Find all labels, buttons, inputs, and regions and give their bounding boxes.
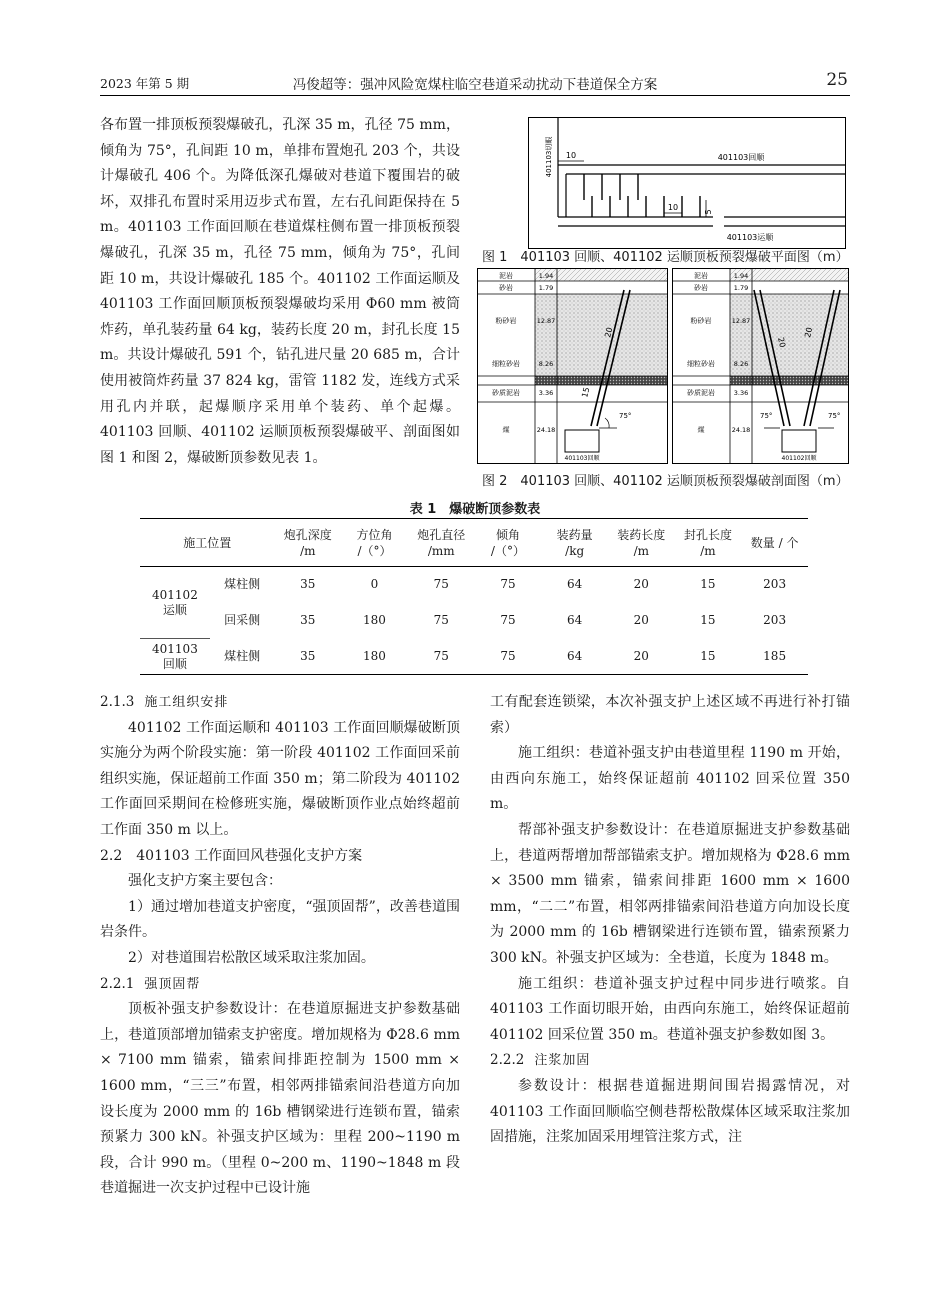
fig2-angle-label: 75° (619, 412, 632, 420)
header-rule (100, 95, 850, 96)
fig2-stratum-thick: 3.36 (733, 389, 749, 397)
fig2-stratum-name: 泥岩 (694, 272, 708, 280)
fig2-left-road-label: 401103回顺 (564, 455, 600, 462)
figure-2-caption: 图 2 401103 回顺、401102 运顺顶板预裂爆破剖面图（m） (482, 474, 849, 489)
fig1-dim-a: 10 (565, 151, 577, 160)
upper-left-column (100, 113, 460, 471)
page-number: 25 (826, 70, 848, 90)
table-cell: 75 (500, 577, 516, 592)
fig2-stratum-thick: 1.79 (733, 284, 749, 292)
table-header: 施工位置 (140, 519, 274, 567)
fig2-stratum-name: 砂岩 (499, 284, 513, 292)
table-cell: 0 (370, 577, 379, 592)
table-cell: 75 (500, 613, 516, 627)
fig1-frame (529, 118, 846, 249)
table-1-caption: 表 1 爆破断顶参数表 (409, 502, 541, 517)
fig2-stratum-name: 细粒砂岩 (492, 360, 520, 368)
table-header: 装药长度 /m (608, 519, 675, 567)
fig2-stratum-name: 泥岩 (499, 272, 513, 280)
table-header: 倾角 /（°） (475, 519, 542, 567)
issue-label: 2023 年第 5 期 (100, 76, 190, 91)
fig2-stratum-thick: 12.87 (536, 317, 556, 325)
table-side-cell: 煤柱侧 (224, 577, 261, 592)
fig2-roadway-right (782, 430, 816, 452)
table-header: 方位角 /（°） (341, 519, 408, 567)
table-cell: 180 (363, 613, 386, 627)
fig2-left-panel (477, 268, 668, 464)
fig2-stratum-thick: 8.26 (538, 360, 554, 368)
table-row (140, 639, 808, 675)
fig2-len-b: 15 (580, 386, 592, 399)
fig2-angle-label: 75° (760, 412, 773, 420)
paragraph: 1）通过增加巷道支护密度，“强顶固帮”，改善巷道围岩条件。 (100, 898, 460, 941)
table-cell: 75 (408, 639, 475, 675)
table-cell: 64 (567, 613, 583, 627)
section-number: 2.1.3 (100, 694, 135, 710)
paragraph: 帮部补强支护参数设计：在巷道原掘进支护参数基础上，巷道两帮增加帮部锚索支护。增加规格为 Φ28.6 mm × 3500 mm 锚索，锚索间排距 1600 mm × 1600 mm，“二二”布置，相邻两排锚索间沿巷道方向加设长度为 2000 mm 的 16b 槽钢梁进行连锁布置，锚索预紧力 300 kN。补强支护区域为：全巷道，长度为 1848 m。 (490, 821, 850, 966)
table-side-cell: 回采侧 (224, 613, 261, 627)
table-cell: 15 (675, 639, 742, 675)
table-side-cell: 煤柱侧 (210, 639, 275, 675)
fig2-right-panel (672, 268, 849, 464)
section-title: 注浆加固 (534, 1053, 591, 1069)
fig1-dim-b: 10 (667, 203, 679, 212)
fig2-len-a: 20 (776, 336, 788, 349)
figure-1-caption: 图 1 401103 回顺、401102 运顺顶板预裂爆破平面图（m） (482, 250, 849, 265)
table-cell: 20 (608, 639, 675, 675)
fig2-roadway-left (565, 430, 599, 452)
table-group-cell: 401103 回顺 (140, 639, 210, 675)
fig1-label-top: 401103回顺 (717, 153, 765, 162)
fig2-stratum-name: 砂岩 (694, 284, 708, 292)
fig2-stratum-thick: 3.36 (538, 389, 554, 397)
table-cell: 75 (433, 613, 449, 627)
fig1-label-cut: 401103切眼 (545, 136, 553, 178)
section-heading-2-2: 2.2 401103 工作面回风巷强化支护方案 (100, 847, 363, 864)
lower-left-column (100, 690, 460, 1202)
fig2-stratum-thick: 1.94 (538, 272, 554, 280)
blast-parameter-table (140, 518, 808, 675)
table-header: 装药量 /kg (541, 519, 608, 567)
table-cell: 20 (633, 613, 649, 627)
section-title: 强顶固帮 (144, 976, 201, 992)
table-cell: 185 (741, 639, 808, 675)
section-heading-2-1-3 (100, 690, 460, 716)
fig2-len-a: 20 (803, 326, 815, 339)
fig2-stratum-name: 粉砂岩 (690, 317, 712, 325)
table-group-cell: 401102 运顺 (152, 587, 198, 617)
table-cell: 35 (274, 639, 341, 675)
paragraph: 参数设计：根据巷道掘进期间围岩揭露情况，对 401103 工作面回顺临空侧巷帮松散煤体区域采取注浆加固措施，注浆加固采用埋管注浆方式，注 (490, 1077, 850, 1146)
fig2-right-road-label: 401102回顺 (781, 455, 817, 462)
fig2-stratum-thick: 1.94 (733, 272, 749, 280)
fig2-stratum-thick: 24.18 (536, 426, 556, 434)
table-header-row (140, 519, 808, 567)
paragraph: 施工组织：巷道补强支护过程中同步进行喷浆。自 401103 工作面切眼开始，由西向东施工，始终保证超前 401102 回采位置 350 m。巷道补强支护参数如图 3。 (490, 975, 850, 1043)
table-cell: 15 (700, 613, 716, 627)
table-row (140, 603, 808, 639)
table-cell: 203 (763, 577, 787, 592)
table-cell: 64 (567, 577, 583, 592)
fig2-stratum-thick: 24.18 (731, 426, 751, 434)
table-cell: 180 (341, 639, 408, 675)
running-header (100, 70, 850, 93)
fig2-stratum-name: 粉砂岩 (495, 317, 517, 325)
table-header: 炮孔直径 /mm (408, 519, 475, 567)
table-cell: 75 (475, 639, 542, 675)
fig2-stratum-name: 煤 (697, 426, 705, 434)
figure-1-plan-view (528, 117, 846, 249)
fig2-stratum-name: 砂质泥岩 (492, 389, 520, 397)
paragraph: 工有配套连锁梁，本次补强支护上述区域不再进行补打锚索） (490, 694, 850, 736)
table-header: 数量 / 个 (741, 519, 808, 567)
table-cell: 15 (700, 577, 716, 592)
paragraph: 施工组织：巷道补强支护由巷道里程 1190 m 开始，由西向东施工，始终保证超前 401102 回采位置 350 m。 (490, 745, 850, 813)
paragraph: 顶板补强支护参数设计：在巷道原掘进支护参数基础上，巷道顶部增加锚索支护密度。增加规格为 Φ28.6 mm × 7100 mm 锚索，锚索间排距控制为 1500 mm × 1600 mm，“三三”布置，相邻两排锚索间沿巷道方向加设长度为 2000 mm 的 16b 槽钢梁进行连锁布置，锚索预紧力 300 kN。补强支护区域为：里程 200~1190 m 段，合计 990 m。（里程 0~200 m、1190~1848 m 段巷道掘进一次支护过程中已设计施 (100, 1001, 460, 1197)
section-number: 2.2.2 (490, 1052, 525, 1069)
section-heading-2-2-2 (490, 1048, 850, 1074)
table-cell: 75 (433, 577, 449, 592)
paragraph: 各布置一排顶板预裂爆破孔，孔深 35 m，孔径 75 mm，倾角为 75°，孔间距 10 m，单排布置炮孔 203 个，共设计爆破孔 406 个。为降低深孔爆破对巷道下覆围岩的破坏，双排孔布置时采用迈步式布置，左右孔间距保持在 5 m。401103 工作面回顺在巷道煤柱侧布置一排顶板预裂爆破孔，孔深 35 m，孔径 75 mm，倾角为 75°，孔间距 10 m，共设计爆破孔 185 个。401102 工作面运顺及 401103 工作面回顺顶板预裂爆破均采用 Φ60 mm 被筒炸药，单孔装药量 64 kg，装药长度 20 m，封孔长度 15 m。共设计爆破孔 591 个，钻孔进尺量 20 685 m，合计使用被筒炸药量 37 824 kg，雷管 1182 发，连线方式采用孔内并联，起爆顺序采用单个装药、单个起爆。401103 回顺、401102 运顺顶板预裂爆破平、剖面图如图 1 和图 2，爆破断顶参数见表 1。 (100, 117, 460, 466)
fig1-dim-c: 5 (704, 209, 713, 215)
fig2-len-a: 20 (603, 326, 615, 339)
table-row (140, 567, 808, 603)
fig1-label-bottom: 401103运顺 (726, 233, 774, 242)
fig2-stratum-thick: 12.87 (731, 317, 751, 325)
section-title: 施工组织安排 (144, 695, 229, 710)
fig2-angle-label: 75° (828, 412, 841, 420)
table-header: 炮孔深度 /m (274, 519, 341, 567)
figure-2-section-view (477, 268, 849, 465)
paragraph: 强化支护方案主要包含： (128, 873, 282, 890)
running-title: 冯俊超等：强冲风险宽煤柱临空巷道采动扰动下巷道保全方案 (292, 77, 658, 93)
lower-right-column (490, 690, 850, 1151)
fig2-stratum-name: 煤 (502, 426, 510, 434)
table-cell: 20 (633, 577, 649, 592)
fig2-stratum-name: 砂质泥岩 (687, 389, 715, 397)
section-number: 2.2.1 (100, 975, 135, 992)
paragraph: 401102 工作面运顺和 401103 工作面回顺爆破断顶实施分为两个阶段实施：第一阶段 401102 工作面回采前组织实施，保证超前工作面 350 m；第二阶段为 401102 工作面回采期间在检修班实施，爆破断顶作业点始终超前工作面 350 m 以上。 (100, 719, 460, 838)
fig2-stratum-thick: 8.26 (733, 360, 749, 368)
table-cell: 64 (541, 639, 608, 675)
table-cell: 35 (300, 613, 316, 627)
table-cell: 35 (300, 577, 316, 592)
fig2-stratum-thick: 1.79 (538, 284, 554, 292)
table-header: 封孔长度 /m (675, 519, 742, 567)
section-heading-2-2-1 (100, 972, 460, 998)
paragraph: 2）对巷道围岩松散区域采取注浆加固。 (128, 949, 375, 966)
fig2-stratum-name: 细粒砂岩 (687, 360, 715, 368)
table-cell: 203 (763, 613, 787, 627)
